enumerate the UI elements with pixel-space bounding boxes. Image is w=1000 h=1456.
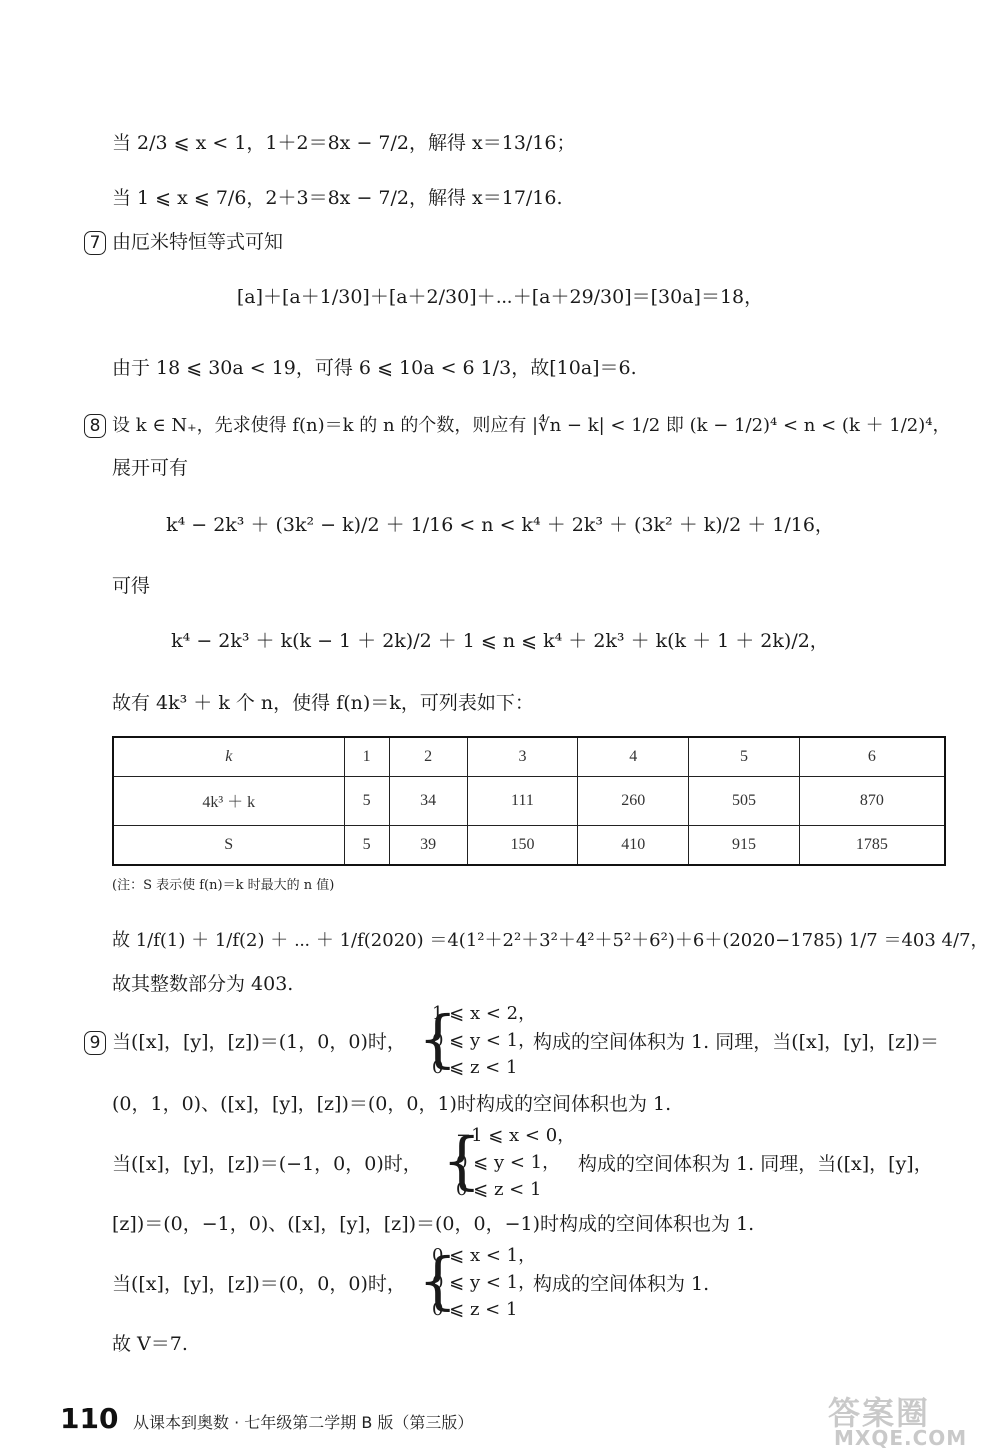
problem-7-intro: 由厄米特恒等式可知 <box>112 231 284 253</box>
table-cell: 5 <box>689 737 800 777</box>
left-brace: { <box>418 1244 458 1317</box>
problem-9-intro: 当([x]，[y]，[z])＝(1，0，0)时， <box>112 1031 406 1053</box>
table-cell: 39 <box>389 825 467 865</box>
table-note: (注：S 表示使 f(n)＝k 时最大的 n 值) <box>112 878 335 893</box>
table-row <box>113 825 945 865</box>
site-watermark <box>808 1388 988 1452</box>
solution-line-8c: 可得 <box>112 575 151 597</box>
table-cell: 150 <box>467 825 578 865</box>
book-title: 从课本到奥数 · 七年级第二学期 B 版（第三版） <box>133 1413 474 1432</box>
table-cell: 2 <box>389 737 467 777</box>
table-cell: 870 <box>799 777 945 825</box>
table-row <box>113 777 945 825</box>
left-brace: { <box>418 1002 458 1075</box>
table-cell: 6 <box>799 737 945 777</box>
system-line: 0 ⩽ z < 1 <box>432 1057 518 1078</box>
problem-8-heading <box>84 414 951 438</box>
problem-9-heading <box>84 1031 406 1055</box>
solution-line-8e: 故 1/f(1) ＋ 1/f(2) ＋ ⋯ ＋ 1/f(2020) ＝4(1²＋2²＋3²＋4²＋5²＋6²)＋6＋(2020−1785) 1/7 ＝403 4/7， <box>112 930 989 951</box>
system-lines <box>432 1242 536 1323</box>
system-line: −1 ⩽ x < 0， <box>456 1125 576 1146</box>
system-lines <box>432 1000 536 1081</box>
watermark-logo-text: 答案圈 <box>828 1394 931 1432</box>
table-cell: 4k³ ＋ k <box>113 777 344 825</box>
solution-line-9d: [z])＝(0，−1，0)、([x]，[y]，[z])＝(0，0，−1)时构成的空间体积也为 1. <box>112 1213 755 1235</box>
solution-line-9c: 当([x]，[y]，[z])＝(−1，0，0)时， <box>112 1153 422 1175</box>
solution-line-8d: 故有 4k³ ＋ k 个 n，使得 f(n)＝k，可列表如下： <box>112 692 534 714</box>
system-line: 1 ⩽ x < 2， <box>432 1003 537 1024</box>
table-cell: 5 <box>344 825 389 865</box>
solution-line-9f: 故 V＝7. <box>112 1333 188 1355</box>
table-cell: 3 <box>467 737 578 777</box>
table-cell: 410 <box>578 825 689 865</box>
solution-line-8f: 故其整数部分为 403. <box>112 973 294 995</box>
problem-9-text-a: 构成的空间体积为 1. 同理，当([x]，[y]，[z])＝ <box>533 1031 939 1053</box>
table-cell: 111 <box>467 777 578 825</box>
table-cell: 915 <box>689 825 800 865</box>
equation-bounds: k⁴ − 2k³ ＋ k(k − 1 ＋ 2k)/2 ＋ 1 ⩽ n ⩽ k⁴ ＋ 2k³ ＋ k(k ＋ 1 ＋ 2k)/2， <box>171 630 829 652</box>
table-cell: 34 <box>389 777 467 825</box>
system-line: 0 ⩽ y < 1， <box>432 1272 537 1293</box>
equation-expansion: k⁴ − 2k³ ＋ (3k² − k)/2 ＋ 1/16 < n < k⁴ ＋ 2k³ ＋ (3k² ＋ k)/2 ＋ 1/16， <box>166 514 834 536</box>
system-line: 0 ⩽ z < 1 <box>432 1299 518 1320</box>
system-line: 0 ⩽ x < 1， <box>432 1245 537 1266</box>
problem-9-text-e: 构成的空间体积为 1. <box>533 1273 710 1295</box>
table-cell: k <box>113 737 344 777</box>
system-line: 0 ⩽ y < 1， <box>456 1152 561 1173</box>
solution-line-7b: 由于 18 ⩽ 30a < 19，可得 6 ⩽ 10a < 6 1/3，故[10a]＝6. <box>112 357 637 379</box>
system-lines <box>456 1122 575 1203</box>
watermark-url: MXQE.COM <box>834 1426 968 1450</box>
problem-number-badge: 8 <box>84 414 106 438</box>
left-brace: { <box>442 1124 482 1197</box>
problem-7-heading <box>84 231 283 255</box>
table-row <box>113 737 945 777</box>
table-cell: 1 <box>344 737 389 777</box>
page-number: 110 <box>60 1402 119 1435</box>
equation-hermite: [a]＋[a＋1/30]＋[a＋2/30]＋⋯＋[a＋29/30]＝[30a]＝18， <box>236 286 764 308</box>
table-cell: 260 <box>578 777 689 825</box>
values-table <box>112 736 946 866</box>
table-cell: 5 <box>344 777 389 825</box>
problem-number-badge: 7 <box>84 231 106 255</box>
table-cell: S <box>113 825 344 865</box>
system-line: 0 ⩽ y < 1， <box>432 1030 537 1051</box>
solution-line-2: 当 1 ⩽ x ⩽ 7/6，2＋3＝8x − 7/2，解得 x＝17/16. <box>112 187 563 209</box>
table-cell: 505 <box>689 777 800 825</box>
solution-line-8b: 展开可有 <box>112 457 189 479</box>
table-cell: 4 <box>578 737 689 777</box>
system-line: 0 ⩽ z < 1 <box>456 1179 542 1200</box>
problem-8-intro: 设 k ∈ N₊，先求使得 f(n)＝k 的 n 的个数，则应有 |∜n − k| < 1/2 即 (k − 1/2)⁴ < n < (k ＋ 1/2)⁴， <box>112 415 951 436</box>
solution-line-9e: 当([x]，[y]，[z])＝(0，0，0)时， <box>112 1273 406 1295</box>
problem-number-badge: 9 <box>84 1031 106 1055</box>
solution-line-1: 当 2/3 ⩽ x < 1，1＋2＝8x − 7/2，解得 x＝13/16； <box>112 132 576 154</box>
solution-line-9b: (0，1，0)、([x]，[y]，[z])＝(0，0，1)时构成的空间体积也为 1. <box>112 1093 672 1115</box>
problem-9-text-c: 构成的空间体积为 1. 同理，当([x]，[y]， <box>578 1153 933 1175</box>
table-cell: 1785 <box>799 825 945 865</box>
